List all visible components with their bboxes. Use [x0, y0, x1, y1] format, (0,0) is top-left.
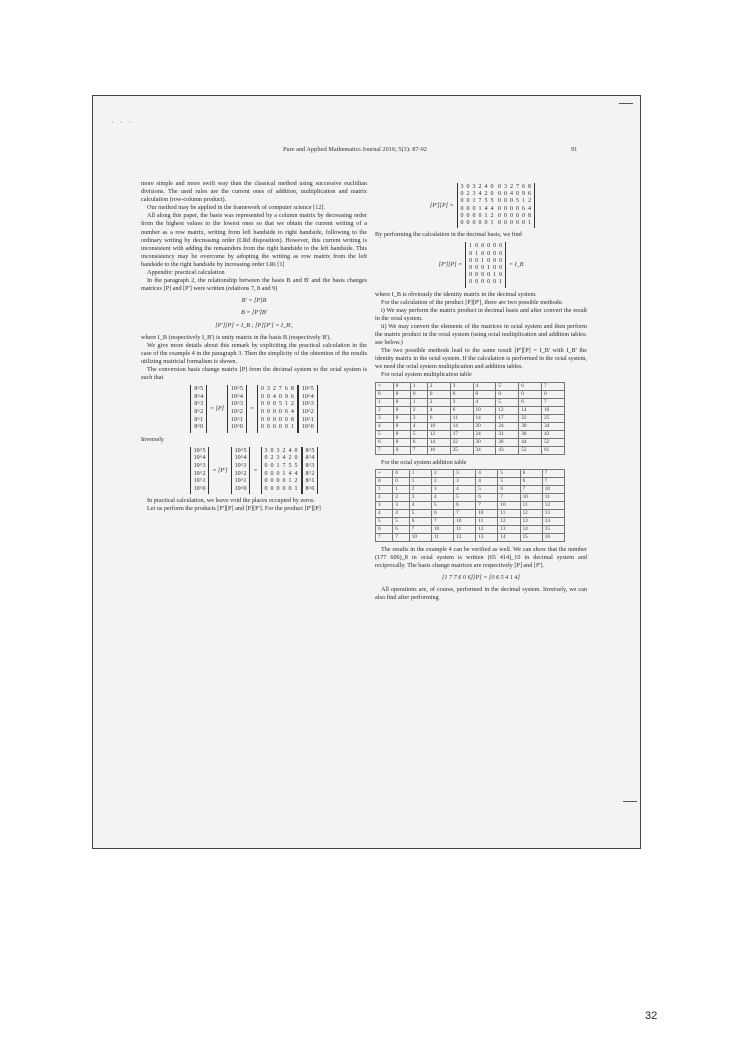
table-cell: 14: [427, 438, 450, 446]
table-cell: 6: [450, 406, 473, 414]
table-cell: 6: [376, 438, 394, 446]
paragraph: All operations are, of course, performed in the decimal system. Inversely, we can also find after performing: [375, 586, 587, 602]
table-cell: 10: [498, 501, 520, 509]
identity-matrix-equation: [375, 242, 587, 287]
product-matrix-equation: [375, 183, 587, 228]
table-cell: 30: [519, 422, 542, 430]
table-row: [376, 501, 565, 509]
table-cell: 61: [542, 446, 565, 454]
table-cell: 4: [473, 382, 496, 390]
right-column: [375, 180, 587, 602]
table-row: [376, 477, 565, 485]
table-row: [376, 533, 565, 541]
table-cell: ×: [376, 382, 394, 390]
table-cell: 7: [542, 477, 564, 485]
table-cell: 15: [520, 533, 542, 541]
table-cell: 10: [476, 509, 498, 517]
table-cell: 4: [393, 509, 410, 517]
table-cell: 4: [427, 406, 450, 414]
table-row: [376, 469, 565, 477]
scanned-page: [93, 96, 640, 848]
table-cell: 0: [473, 390, 496, 398]
table-cell: 5: [376, 430, 394, 438]
octal-multiplication-table: [375, 382, 565, 455]
table-cell: 12: [496, 406, 519, 414]
table-cell: 3: [409, 493, 431, 501]
table-cell: 11: [476, 517, 498, 525]
table-cell: 3: [450, 382, 473, 390]
table-cell: 24: [496, 422, 519, 430]
table-cell: 5: [410, 430, 427, 438]
table-cell: 7: [409, 525, 431, 533]
table-cell: 4: [473, 398, 496, 406]
table-cell: 3: [393, 501, 410, 509]
table-cell: 13: [498, 525, 520, 533]
table-cell: 25: [450, 446, 473, 454]
table-cell: 0: [496, 390, 519, 398]
table-cell: 0: [427, 390, 450, 398]
table-cell: 0: [393, 414, 410, 422]
paragraph: All along this paper, the basis was represented by a column matrix by decreasing order from the highest values to the lowest ones so that we obtain the current writing of a number as a row matrix, writing from left handside to right handside, following to the ordinary writing by decreasing order (LRd disposition). However, this current writing is inconsistent with adding the remainders from the right handside to the left handside. This inconsistency may be overcome by adopting the writing as row matrix from the left handside to the right handside by increasing order LRi [1]: [141, 212, 367, 268]
table-cell: 6: [376, 525, 393, 533]
table-cell: 7: [542, 398, 565, 406]
table-cell: 0: [393, 382, 410, 390]
table-cell: 4: [476, 469, 498, 477]
decimal-basis-column: 10^5 10^4 10^3 10^2 10^1 10^0: [190, 447, 210, 495]
decimal-basis-column: 10^5 10^4 10^3 10^2 10^1 10^0: [227, 385, 247, 433]
table-cell: 30: [473, 438, 496, 446]
table-cell: 6: [520, 469, 542, 477]
table-cell: 0: [542, 390, 565, 398]
table-cell: 10: [542, 485, 564, 493]
paragraph: Our method may be applied in the framework of computer science [12].: [147, 204, 325, 212]
paragraph: We give more details about this remark by expliciting the practical calculation in the case of the example 4 in the paragraph 3. Then the simplicity of the obtention of the results utilizing matricial formalism is shown.: [141, 341, 367, 365]
table-cell: 10: [454, 517, 476, 525]
identity-label: [P'][P] =: [438, 261, 463, 268]
table-cell: 6: [476, 493, 498, 501]
paragraph: By performing the calculation in the decimal basis, we find: [375, 231, 522, 239]
table-cell: 7: [542, 382, 565, 390]
table-cell: 36: [496, 438, 519, 446]
table-cell: 2: [427, 382, 450, 390]
decimal-basis-column: 10^5 10^4 10^3 10^2 10^1 10^0: [231, 447, 251, 495]
table-cell: 6: [520, 477, 542, 485]
table-cell: 2: [409, 485, 431, 493]
table-cell: 5: [476, 485, 498, 493]
appendix-heading: Appendix: practical calculation: [147, 269, 225, 277]
table-cell: 7: [393, 533, 410, 541]
table-cell: 0: [393, 430, 410, 438]
table-cell: 1: [410, 382, 427, 390]
paragraph: The results in the example 4 can be verified as well. We can show that the number (177 606)_8 in octal system is written (65 414)_10 in decimal system and reciprocally. The basis change matrices are respectively [P] and [P'].: [375, 545, 587, 569]
table-cell: 34: [542, 422, 565, 430]
table-row: [376, 525, 565, 533]
table-cell: 0: [393, 438, 410, 446]
table-cell: 2: [393, 493, 410, 501]
table-cell: 16: [542, 533, 564, 541]
table-cell: 4: [431, 493, 453, 501]
table-cell: 15: [542, 525, 564, 533]
table-cell: 7: [476, 501, 498, 509]
table-cell: 5: [376, 517, 393, 525]
table-cell: 7: [454, 509, 476, 517]
table-cell: 0: [393, 390, 410, 398]
table-cell: 1: [409, 477, 431, 485]
table-cell: 4: [454, 485, 476, 493]
matrix-equation-octal: [141, 385, 367, 433]
table-row: [376, 406, 565, 414]
table-cell: 7: [498, 493, 520, 501]
table-cell: 22: [519, 414, 542, 422]
table-cell: 52: [519, 446, 542, 454]
paragraph: Let us perform the products [P'][P] and [P][P']. For the product [P'][P]: [147, 505, 321, 513]
table-row: [376, 430, 565, 438]
matrix-p-prime: 3 0 3 2 4 0 0 2 3 4 2 0 0 0 1 7 5 5 0 0 0 1 4 4 0 0 0 0 1 2 0 0 0 0 0 1: [261, 447, 302, 495]
table-cell: 11: [454, 525, 476, 533]
table-cell: 52: [542, 438, 565, 446]
equals-p-prime: = [P']: [212, 467, 228, 474]
table-cell: 0: [393, 398, 410, 406]
table-cell: 7: [410, 446, 427, 454]
table-cell: 22: [450, 438, 473, 446]
table-cell: 12: [454, 533, 476, 541]
table-cell: 6: [409, 517, 431, 525]
table-cell: 13: [520, 517, 542, 525]
table-cell: 34: [473, 446, 496, 454]
table-row: [376, 509, 565, 517]
table-cell: 0: [376, 477, 393, 485]
table-cell: 1: [409, 469, 431, 477]
table-cell: 13: [542, 509, 564, 517]
paragraph: i) We may perform the matrix product in decimal basis and after convert the result in the octal system.: [375, 306, 587, 322]
table-cell: 0: [393, 446, 410, 454]
table-cell: 10: [431, 525, 453, 533]
table-cell: 2: [427, 398, 450, 406]
table-cell: 1: [410, 398, 427, 406]
table-row: [376, 517, 565, 525]
table-cell: 2: [410, 406, 427, 414]
table-cell: 16: [542, 406, 565, 414]
scanned-page-frame: [92, 95, 641, 849]
octal-basis-column: 8^5 8^4 8^3 8^2 8^1 8^0: [302, 447, 319, 495]
table-cell: 3: [376, 501, 393, 509]
paragraph: The two possible methods lead to the same result [P'][P] = I_B' with I_B' the identity matrix in the octal system. If the calculation is performed in the octal system, we need the octal system multiplication and addition tables.: [375, 347, 587, 371]
table-cell: 6: [519, 382, 542, 390]
equation: B' = [P]B: [241, 297, 267, 305]
table-cell: 10: [473, 406, 496, 414]
table-cell: 17: [496, 414, 519, 422]
table-cell: 3: [454, 477, 476, 485]
table-row: [376, 398, 565, 406]
table-cell: +: [376, 469, 393, 477]
table-cell: 4: [409, 501, 431, 509]
table-cell: 14: [542, 517, 564, 525]
table-cell: 5: [498, 469, 520, 477]
equals-sign: =: [249, 405, 254, 412]
table-cell: 11: [498, 509, 520, 517]
table-cell: 4: [410, 422, 427, 430]
table-cell: 11: [542, 493, 564, 501]
table-cell: 31: [496, 430, 519, 438]
table-cell: 12: [498, 517, 520, 525]
table-cell: 0: [450, 390, 473, 398]
table-row: [376, 446, 565, 454]
top-rule: [619, 103, 633, 104]
table-cell: 6: [393, 525, 410, 533]
matrix-p: 0 3 2 7 6 8 0 0 4 0 9 6 0 0 0 5 1 2 0 0 0 0 6 4 0 0 0 0 0 8 0 0 0 0 0 1: [257, 385, 298, 433]
table-cell: 6: [427, 414, 450, 422]
table-cell: 0: [393, 469, 410, 477]
table-cell: 20: [473, 422, 496, 430]
table-cell: 4: [376, 509, 393, 517]
table-cell: 0: [519, 390, 542, 398]
table-cell: 14: [519, 406, 542, 414]
paragraph: Inversely: [141, 435, 165, 443]
table-cell: 16: [427, 446, 450, 454]
table-cell: 43: [496, 446, 519, 454]
table-cell: 1: [393, 485, 410, 493]
table-row: [376, 414, 565, 422]
product-label: [P'][P] =: [429, 202, 454, 209]
table-cell: 0: [393, 406, 410, 414]
identity-matrix: 1 0 0 0 0 0 0 1 0 0 0 0 0 0 1 0 0 0 0 0 0 1 0 0 0 0 0 0 1 0 0 0 0 0 0 1: [465, 242, 506, 287]
table-cell: 44: [519, 438, 542, 446]
table-cell: 3: [376, 414, 394, 422]
table-cell: 0: [393, 422, 410, 430]
paragraph: where I_B is obviously the identity matrix in the decimal system.: [375, 290, 537, 298]
table-cell: 24: [473, 430, 496, 438]
table-row: [376, 422, 565, 430]
identity-rhs: = I_B: [509, 261, 524, 268]
table-row: [376, 485, 565, 493]
table-cell: 6: [410, 438, 427, 446]
bottom-rule: [623, 801, 637, 802]
table-row: [376, 438, 565, 446]
journal-title: Pure and Applied Mathematics Journal 2016; 5(3): 87-92: [283, 146, 427, 153]
paragraph: where I_B (respectively I_B') is unity matrix in the basis B (respectively B').: [141, 333, 332, 341]
table-cell: 5: [409, 509, 431, 517]
table-cell: 5: [496, 382, 519, 390]
paragraph: ii) We may convert the elements of the matrices in octal system and then perform the matrix product in the octal system (using octal multiplication and addition tables: see below.): [375, 322, 587, 347]
table-cell: 10: [409, 533, 431, 541]
table-cell: 7: [431, 517, 453, 525]
table-cell: 11: [520, 501, 542, 509]
paragraph: In the paragraph 2, the relationship between the basis B and B' and the basis changes matrices [P] and [P'] were written (relations 7, 8 and 9): [141, 277, 367, 293]
equation: B = [P']B': [240, 309, 268, 317]
table-cell: 4: [476, 477, 498, 485]
table-cell: 12: [520, 509, 542, 517]
header-page-number: 91: [571, 146, 578, 153]
octal-basis-column: 8^5 8^4 8^3 8^2 8^1 8^0: [190, 385, 207, 433]
table-cell: 12: [542, 501, 564, 509]
page-number: 32: [645, 1010, 658, 1022]
table-cell: 11: [431, 533, 453, 541]
table-cell: 6: [498, 485, 520, 493]
row-matrix-equation: [1 7 7 6 0 6][P] = [0 6 5 4 1 4]: [441, 573, 521, 581]
mult-table-caption: For octal system multiplication table: [381, 371, 472, 379]
table-cell: 2: [431, 469, 453, 477]
table-cell: 5: [454, 493, 476, 501]
table-cell: 36: [519, 430, 542, 438]
table-cell: 0: [393, 477, 410, 485]
product-matrices: 3 0 3 2 4 0 0 3 2 7 6 8 0 2 3 4 2 0 0 0 4 0 9 6 0 0 1 7 5 5 0 0 0 5 1 2 0 0 0 1 4 4 0 0 0 0 6 4 0 0 0 0 1 2 0 0 0 0 0 8 0 0 0 0 0 1 0 0 0 0 0 1: [457, 183, 536, 228]
table-cell: 14: [520, 525, 542, 533]
equation: [P'][P] = I_B ; [P][P'] = I_B',: [215, 321, 293, 329]
table-cell: 25: [542, 414, 565, 422]
table-cell: 3: [410, 414, 427, 422]
table-cell: 0: [410, 390, 427, 398]
matrix-equation-decimal: [141, 447, 367, 495]
add-table-caption: For the octal system addition table: [381, 458, 467, 466]
table-cell: 2: [431, 477, 453, 485]
table-cell: 14: [450, 422, 473, 430]
equals-p: = [P]: [210, 405, 224, 412]
table-cell: 43: [542, 430, 565, 438]
table-cell: 14: [473, 414, 496, 422]
table-cell: 10: [427, 422, 450, 430]
table-cell: 5: [393, 517, 410, 525]
paragraph: For the calculation of the product [P][P'], there are two possible methods:: [381, 298, 563, 306]
table-row: [376, 390, 565, 398]
equals-sign: =: [253, 467, 258, 474]
table-cell: 3: [450, 398, 473, 406]
table-cell: 2: [376, 493, 393, 501]
table-cell: 3: [454, 469, 476, 477]
table-cell: 4: [376, 422, 394, 430]
table-cell: 7: [520, 485, 542, 493]
table-cell: 5: [431, 501, 453, 509]
paragraph: The conversion basis change matrix [P] from the decimal system to the octal system is such that: [141, 365, 367, 382]
table-cell: 3: [431, 485, 453, 493]
table-cell: 6: [431, 509, 453, 517]
table-row: [376, 493, 565, 501]
left-column: [141, 180, 367, 514]
table-cell: 0: [376, 390, 394, 398]
table-cell: 12: [427, 430, 450, 438]
table-cell: 17: [450, 430, 473, 438]
table-cell: 5: [498, 477, 520, 485]
table-row: [376, 382, 565, 390]
scan-mark: · · ·: [111, 118, 133, 127]
table-cell: 13: [476, 533, 498, 541]
table-cell: 2: [376, 406, 394, 414]
decimal-basis-column: 10^5 10^4 10^3 10^2 10^1 10^0: [298, 385, 318, 433]
table-cell: 11: [450, 414, 473, 422]
table-cell: 14: [498, 533, 520, 541]
octal-addition-table: [375, 469, 565, 542]
table-cell: 1: [376, 485, 393, 493]
table-cell: 7: [542, 469, 564, 477]
table-cell: 12: [476, 525, 498, 533]
table-cell: 10: [520, 493, 542, 501]
table-cell: 6: [519, 398, 542, 406]
table-cell: 5: [496, 398, 519, 406]
table-cell: 6: [454, 501, 476, 509]
paragraph: In practical calculation, we leave void the places occupied by zeros.: [147, 497, 316, 505]
table-cell: 1: [376, 398, 394, 406]
table-cell: 7: [376, 446, 394, 454]
paragraph: more simple and more swift way than the classical method using successive euclidian divisions. The used rules are the current ones of addition, multiplication and matrix calculation (row-column product).: [141, 180, 367, 204]
table-cell: 7: [376, 533, 393, 541]
